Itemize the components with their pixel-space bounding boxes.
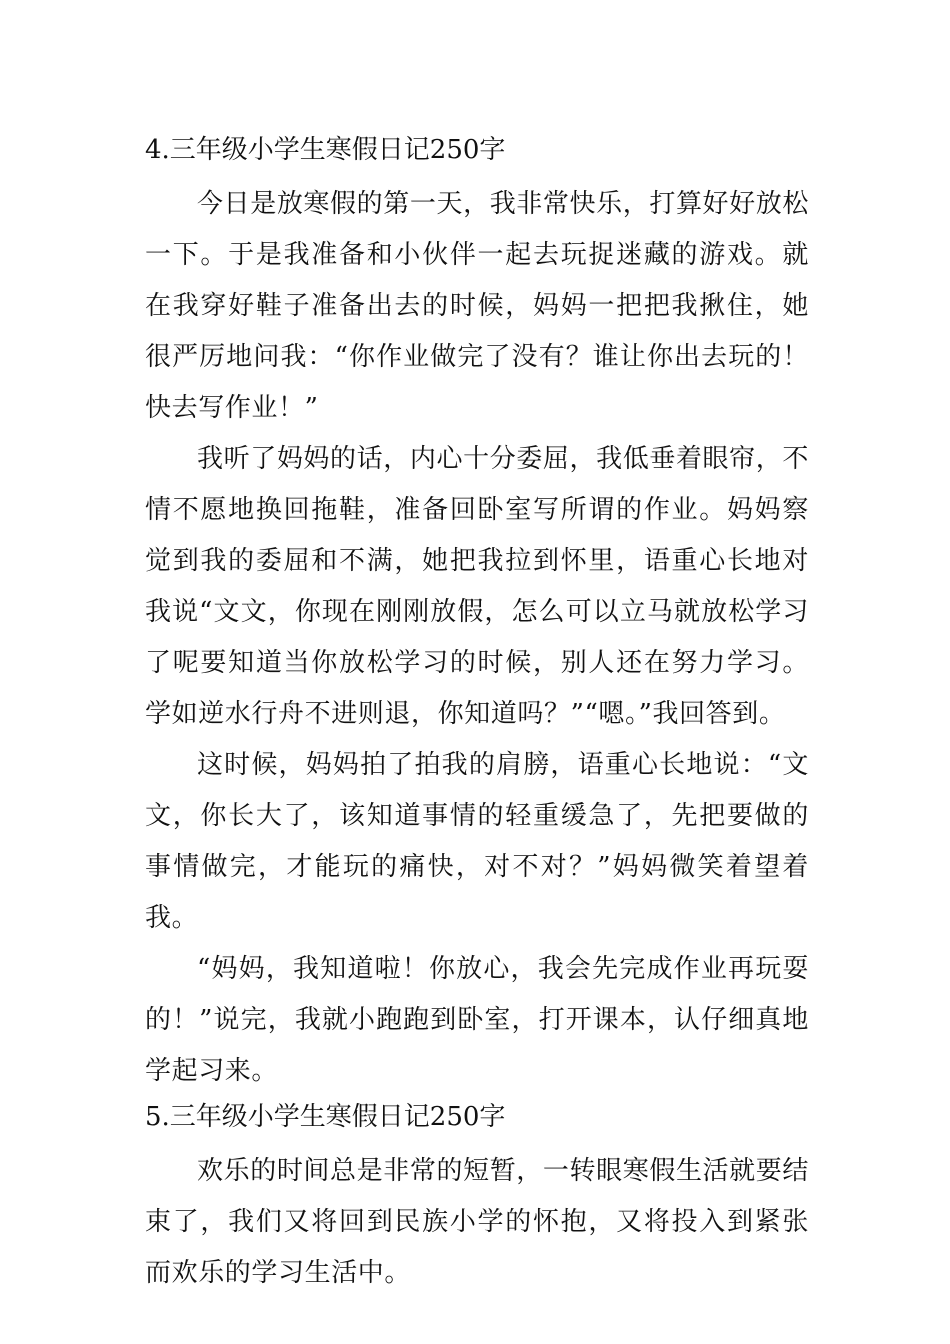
section-heading: 5.三年级小学生寒假日记250字	[145, 1102, 506, 1132]
paragraph: 我听了妈妈的话，内心十分委屈，我低垂着眼帘，不情不愿地换回拖鞋，准备回卧室写所谓的作业。妈妈察觉到我的委屈和不满，她把我拉到怀里，语重心长地对我说“文文，你现在刚刚放假，怎么可以立马就放松学习了呢要知道当你放松学习的时候，别人还在努力学习。学如逆水行舟不进则退，你知道吗？”“嗯。”我回答到。	[145, 444, 809, 729]
document-body	[145, 130, 809, 1299]
paragraph: “妈妈，我知道啦！你放心，我会先完成作业再玩耍的！”说完，我就小跑跑到卧室，打开课本，认仔细真地学起习来。	[145, 954, 809, 1086]
paragraph: 欢乐的时间总是非常的短暂，一转眼寒假生活就要结束了，我们又将回到民族小学的怀抱，又将投入到紧张而欢乐的学习生活中。	[145, 1156, 809, 1288]
section-heading: 4.三年级小学生寒假日记250字	[145, 135, 506, 165]
paragraph: 这时候，妈妈拍了拍我的肩膀，语重心长地说：“文文，你长大了，该知道事情的轻重缓急了，先把要做的事情做完，才能玩的痛快，对不对？”妈妈微笑着望着我。	[145, 750, 809, 933]
paragraph: 今日是放寒假的第一天，我非常快乐，打算好好放松一下。于是我准备和小伙伴一起去玩捉迷藏的游戏。就在我穿好鞋子准备出去的时候，妈妈一把把我揪住，她很严厉地问我：“你作业做完了没有？谁让你出去玩的！快去写作业！”	[145, 189, 809, 423]
